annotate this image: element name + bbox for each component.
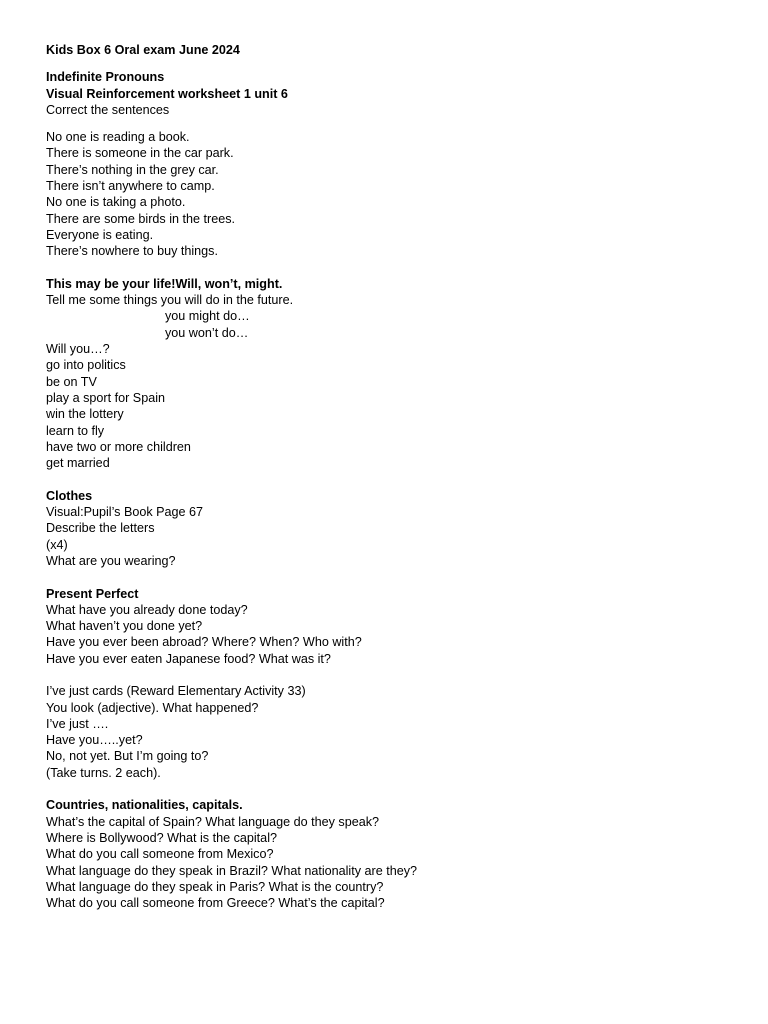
countries-question: What do you call someone from Mexico? — [46, 847, 274, 862]
future-item-list — [46, 357, 746, 471]
sentence-line: There’s nothing in the grey car. — [46, 162, 219, 177]
future-item: be on TV — [46, 374, 97, 389]
cards-line: I’ve just cards (Reward Elementary Activity 33) — [46, 684, 306, 699]
sentence-line: No one is taking a photo. — [46, 195, 186, 210]
future-item: win the lottery — [46, 407, 124, 422]
clothes-line: What are you wearing? — [46, 553, 176, 568]
future-item: go into politics — [46, 358, 126, 373]
cards-line: You look (adjective). What happened? — [46, 700, 259, 715]
clothes-line: Visual:Pupil’s Book Page 67 — [46, 505, 204, 520]
sentence-line: There are some birds in the trees. — [46, 211, 235, 226]
future-heading: This may be your life!Will, won’t, might. — [46, 276, 283, 291]
present-perfect-question: What have you already done today? — [46, 602, 248, 617]
cards-line: I’ve just …. — [46, 716, 109, 731]
future-prompt: Tell me some things you will do in the future. — [46, 293, 294, 308]
countries-question: What language do they speak in Paris? What is the country? — [46, 879, 384, 894]
future-prompt-wont: you won’t do… — [165, 325, 249, 340]
future-prompt-might: you might do… — [165, 309, 250, 324]
cards-line: Have you…..yet? — [46, 733, 143, 748]
sentence-line: No one is reading a book. — [46, 130, 190, 145]
cards-line: (Take turns. 2 each). — [46, 765, 161, 780]
present-perfect-heading: Present Perfect — [46, 586, 139, 601]
document-page — [46, 42, 746, 911]
pronouns-sentence-list — [46, 129, 746, 259]
countries-heading: Countries, nationalities, capitals. — [46, 798, 243, 813]
future-item: learn to fly — [46, 423, 105, 438]
cards-line: No, not yet. But I’m going to? — [46, 749, 209, 764]
pronouns-subheading: Visual Reinforcement worksheet 1 unit 6 — [46, 86, 288, 101]
present-perfect-question: What haven’t you done yet? — [46, 619, 203, 634]
pronouns-instruction: Correct the sentences — [46, 102, 170, 117]
sentence-line: There is someone in the car park. — [46, 146, 234, 161]
sentence-line: Everyone is eating. — [46, 227, 154, 242]
future-item: have two or more children — [46, 439, 191, 454]
present-perfect-question: Have you ever eaten Japanese food? What was it? — [46, 651, 331, 666]
countries-question: What do you call someone from Greece? What’s the capital? — [46, 896, 385, 911]
countries-question: What language do they speak in Brazil? What nationality are they? — [46, 863, 418, 878]
clothes-line: Describe the letters — [46, 521, 155, 536]
future-item: play a sport for Spain — [46, 390, 166, 405]
future-question: Will you…? — [46, 342, 110, 357]
sentence-line: There’s nowhere to buy things. — [46, 244, 218, 259]
future-item: get married — [46, 456, 110, 471]
pronouns-heading: Indefinite Pronouns — [46, 70, 165, 85]
countries-question: Where is Bollywood? What is the capital? — [46, 830, 277, 845]
clothes-line: (x4) — [46, 537, 68, 552]
present-perfect-question: Have you ever been abroad? Where? When? Who with? — [46, 635, 362, 650]
countries-question: What’s the capital of Spain? What language do they speak? — [46, 814, 380, 829]
document-title: Kids Box 6 Oral exam June 2024 — [46, 43, 240, 57]
sentence-line: There isn’t anywhere to camp. — [46, 179, 215, 194]
clothes-heading: Clothes — [46, 488, 93, 503]
